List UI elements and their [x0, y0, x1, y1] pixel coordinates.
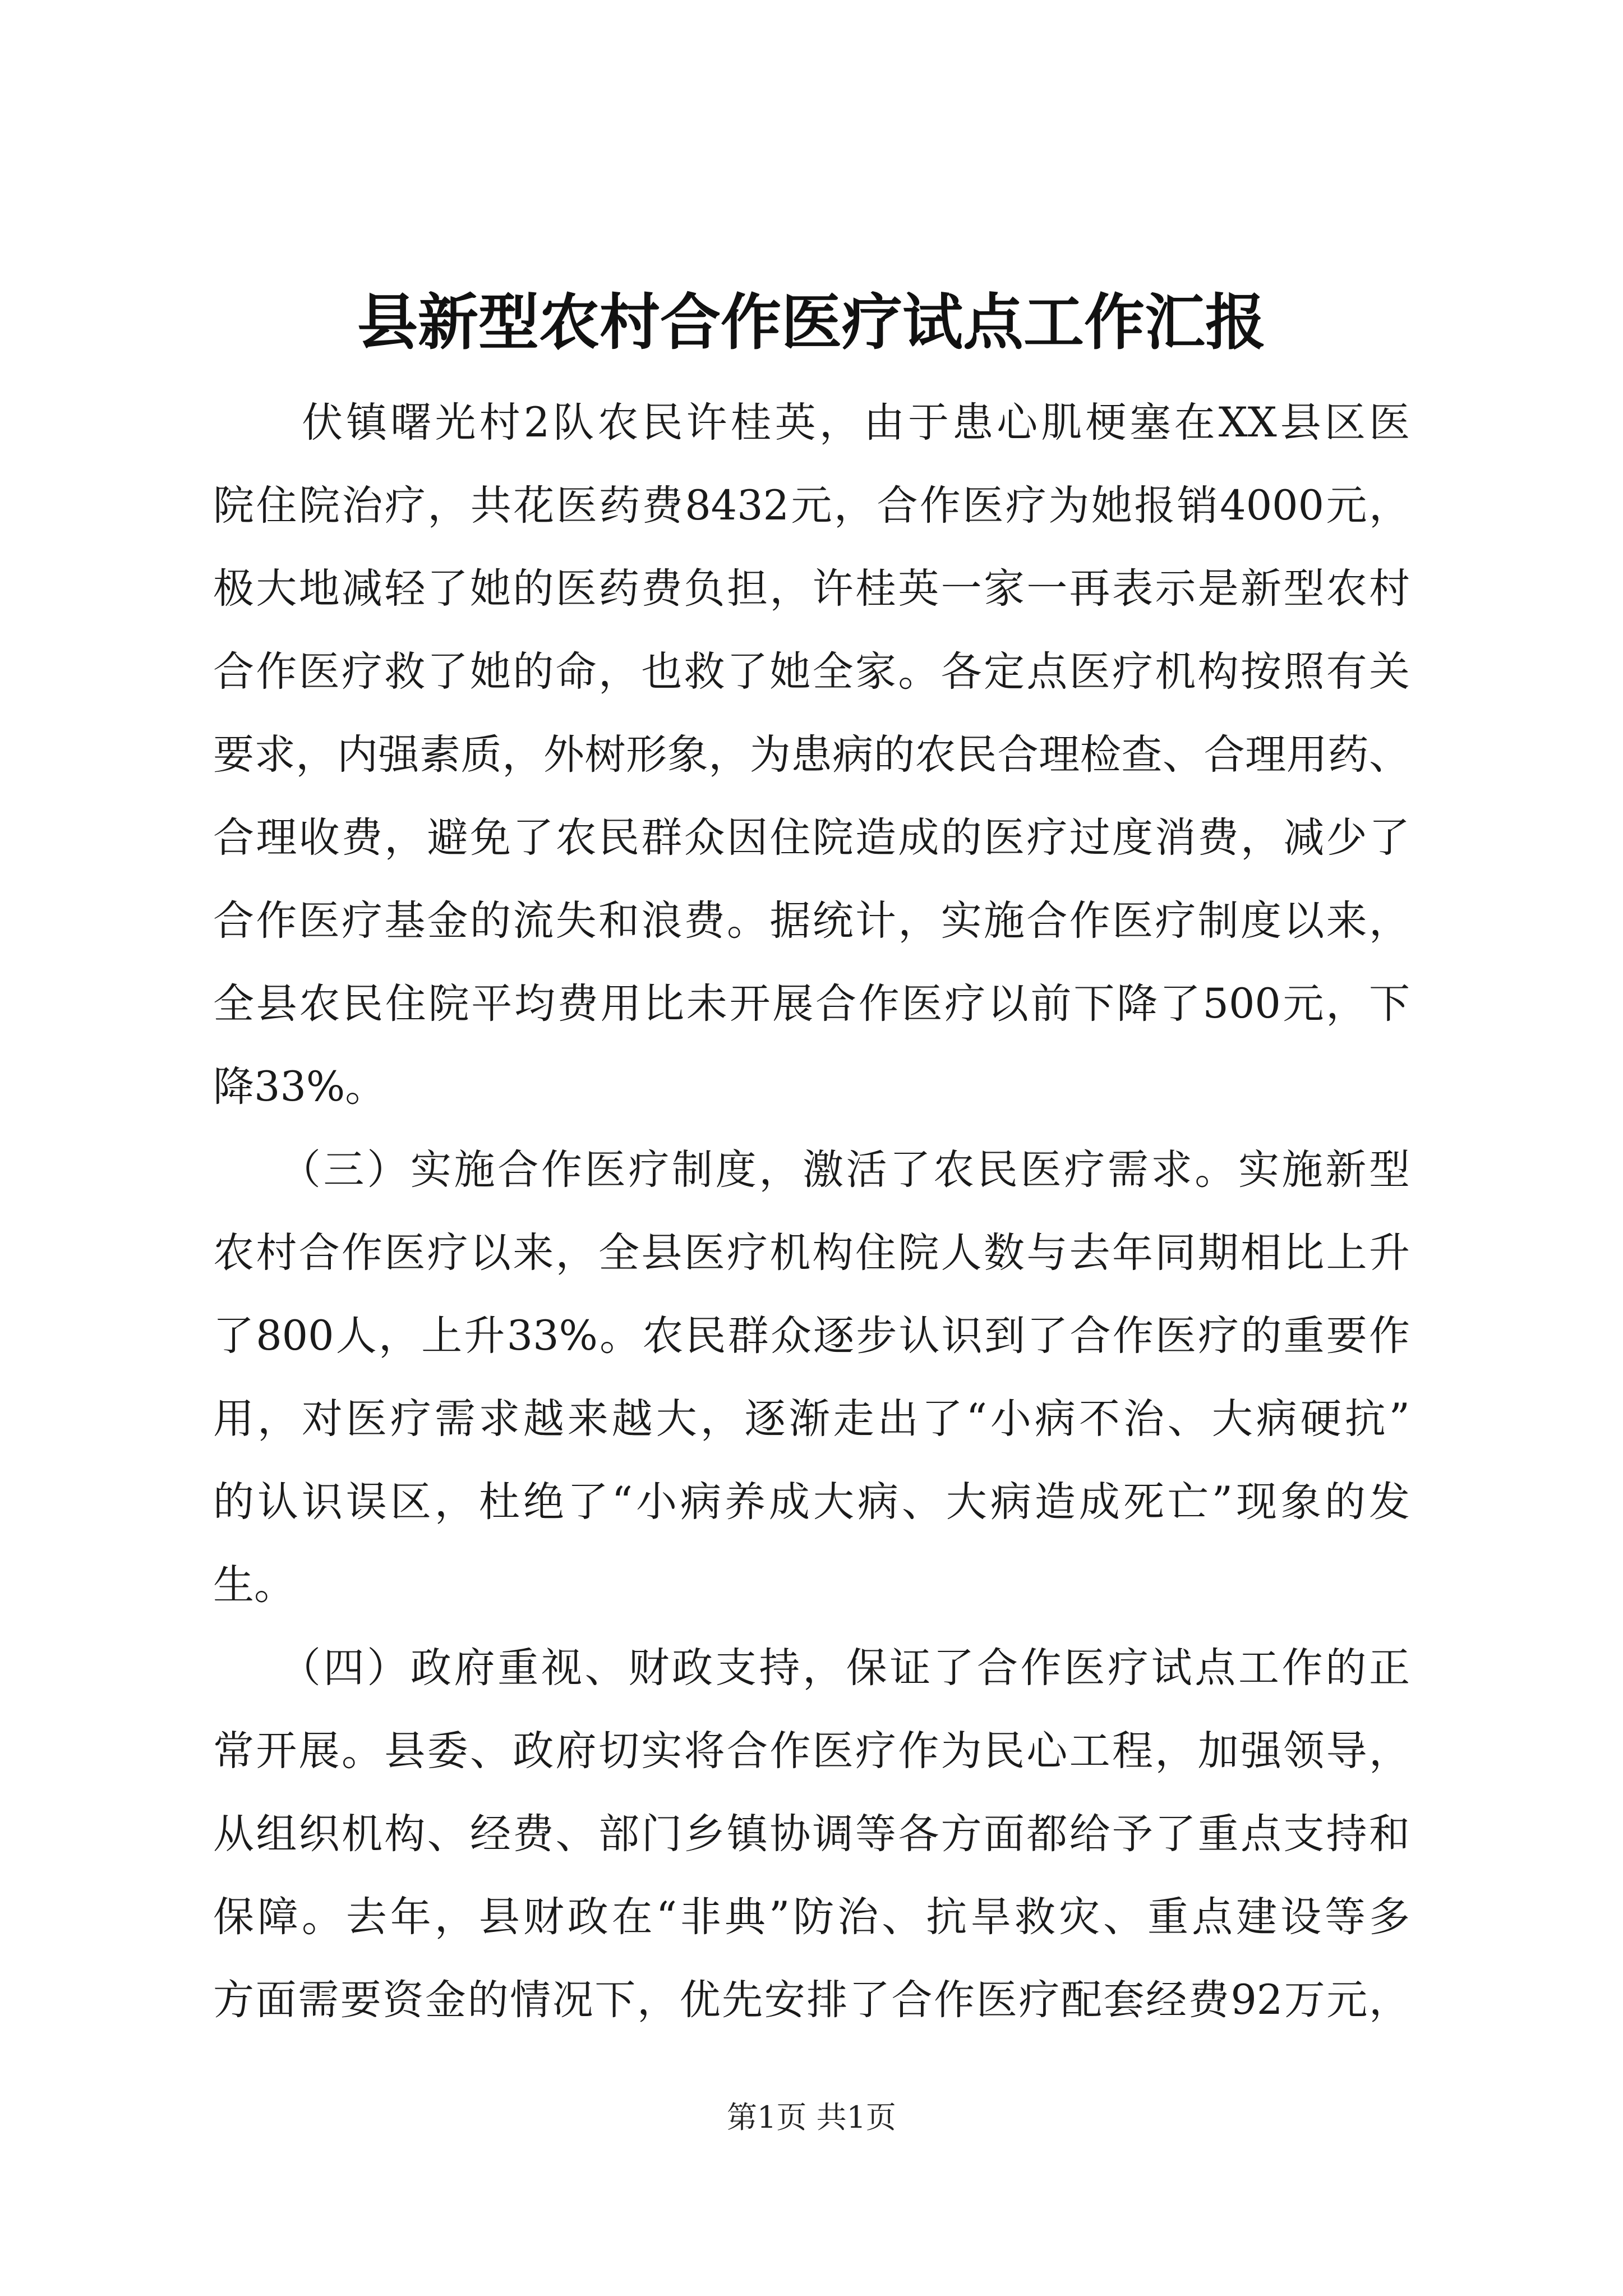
paragraph-2: [213, 1129, 1410, 1627]
text-line: 常开展。县委、政府切实将合作医疗作为民心工程，加强领导，: [213, 1727, 1410, 1775]
paragraph-1: [213, 381, 1410, 1129]
text-line: 降33%。: [213, 1063, 386, 1111]
text-line: 的认识误区，杜绝了“小病养成大病、大病造成死亡”现象的发: [213, 1478, 1410, 1526]
text-line: 农村合作医疗以来，全县医疗机构住院人数与去年同期相比上升: [213, 1229, 1410, 1277]
text-line: 保障。去年，县财政在“非典”防治、抗旱救灾、重点建设等多: [213, 1893, 1410, 1941]
text-line: 要求，内强素质，外树形象，为患病的农民合理检查、合理用药、: [213, 731, 1410, 779]
text-line: 合作医疗救了她的命，也救了她全家。各定点医疗机构按照有关: [213, 648, 1410, 696]
text-line: 了800人，上升33%。农民群众逐步认识到了合作医疗的重要作: [213, 1312, 1410, 1360]
text-line: 合作医疗基金的流失和浪费。据统计，实施合作医疗制度以来，: [213, 897, 1410, 945]
text-line: 极大地减轻了她的医药费负担，许桂英一家一再表示是新型农村: [213, 565, 1410, 613]
text-line: （四）政府重视、财政支持，保证了合作医疗试点工作的正: [213, 1644, 1410, 1692]
text-line: 全县农民住院平均费用比未开展合作医疗以前下降了500元，下: [213, 980, 1410, 1028]
text-line: 合理收费，避免了农民群众因住院造成的医疗过度消费，减少了: [213, 814, 1410, 862]
document-body: [213, 381, 1410, 2042]
paragraph-3: [213, 1627, 1410, 2042]
text-line: （三）实施合作医疗制度，激活了农民医疗需求。实施新型: [213, 1146, 1410, 1194]
page-footer: 第1页 共1页: [727, 2100, 896, 2135]
text-line: 伏镇曙光村2队农民许桂英，由于患心肌梗塞在XX县区医: [213, 399, 1410, 447]
text-line: 生。: [213, 1561, 295, 1609]
text-line: 从组织机构、经费、部门乡镇协调等各方面都给予了重点支持和: [213, 1810, 1410, 1858]
text-line: 院住院治疗，共花医药费8432元，合作医疗为她报销4000元，: [213, 482, 1410, 530]
document-title: 县新型农村合作医疗试点工作汇报: [357, 287, 1266, 358]
text-line: 用，对医疗需求越来越大，逐渐走出了“小病不治、大病硬抗”: [213, 1395, 1410, 1443]
text-line: 方面需要资金的情况下，优先安排了合作医疗配套经费92万元，: [213, 1976, 1410, 2024]
